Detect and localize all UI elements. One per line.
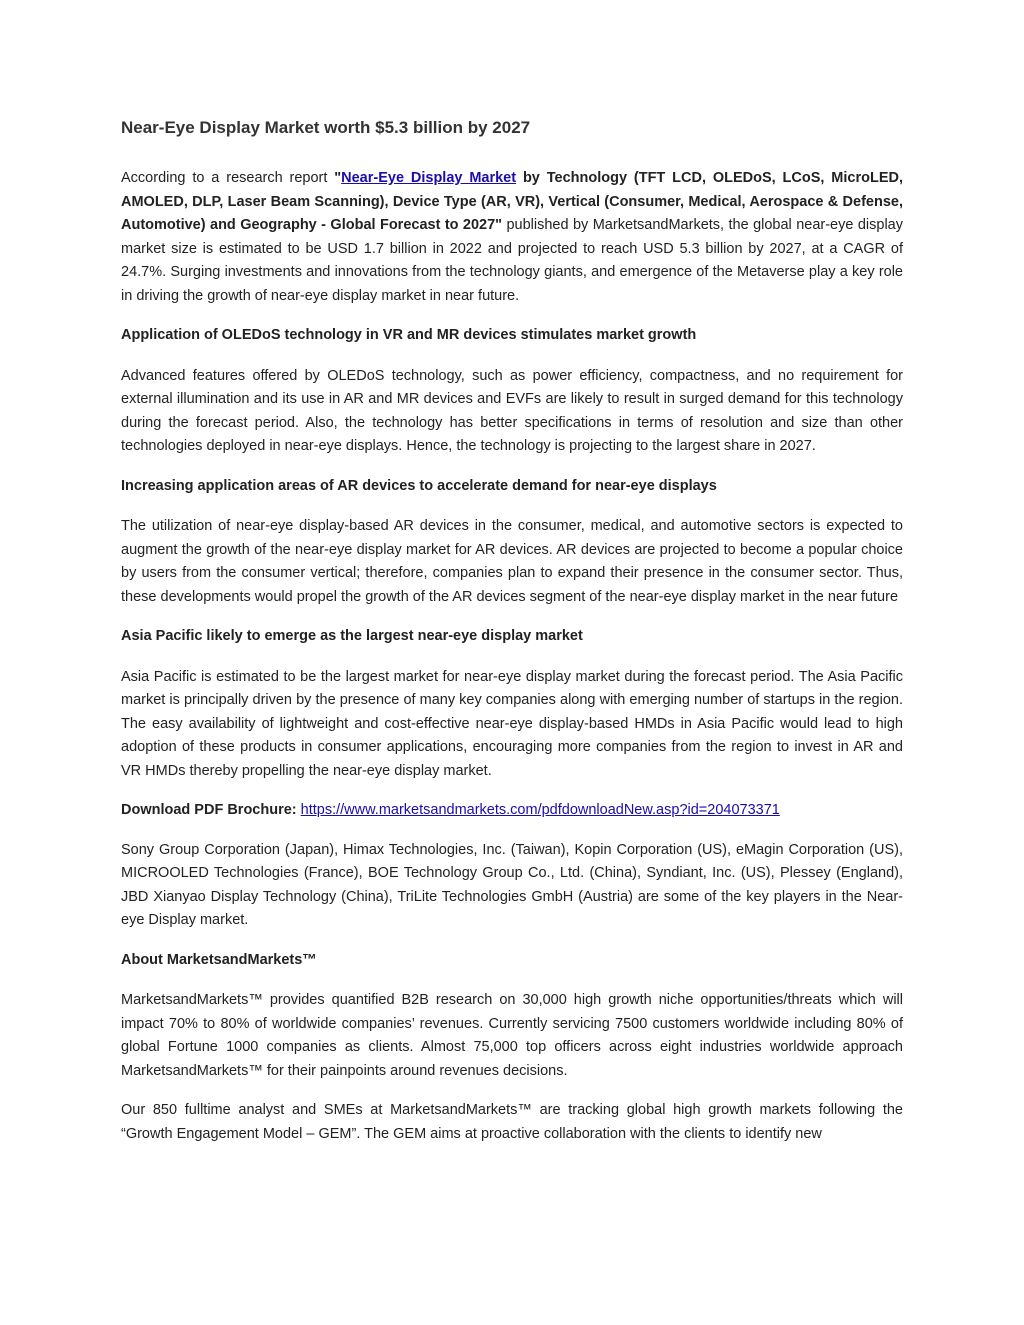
download-label: Download PDF Brochure: <box>121 802 297 818</box>
section-body-oledos: Advanced features offered by OLEDoS technology, such as power efficiency, compactness, and no requirement for external illumination and its use in AR and MR devices and EVFs are likely to result in surged demand for this technology during the forecast period. Also, the technology has better specifications in terms of resolution and size than other technologies deployed in near-eye displays. Hence, the technology is projecting to the largest share in 2027. <box>121 367 903 454</box>
key-players-paragraph: Sony Group Corporation (Japan), Himax Technologies, Inc. (Taiwan), Kopin Corporation (US), eMagin Corporation (US), MICROOLED Technologies (France), BOE Technology Group Co., Ltd. (China), Syndiant, Inc. (US), Plessey (England), JBD Xianyao Display Technology (China), TriLite Technologies GmbH (Austria) are some of the key players in the Near-eye Display market. <box>121 841 903 928</box>
intro-rest: published by MarketsandMarkets, the global near-eye display market size is estimated to be USD 1.7 billion in 2022 and projected to reach USD 5.3 billion by 2027, at a CAGR of 24.7%. Surging investments and innovations from the technology giants, and emergence of the Metaverse play a key role in driving the growth of near-eye display market in near future. <box>121 217 903 304</box>
download-link[interactable]: https://www.marketsandmarkets.com/pdfdownloadNew.asp?id=204073371 <box>300 802 780 818</box>
page-title: Near-Eye Display Market worth $5.3 billion by 2027 <box>121 118 531 137</box>
report-link[interactable]: Near-Eye Display Market <box>341 170 517 186</box>
section-heading-ar-devices: Increasing application areas of AR devices to accelerate demand for near-eye displays <box>121 477 717 494</box>
quote-open: " <box>334 170 342 186</box>
section-heading-asia-pacific: Asia Pacific likely to emerge as the largest near-eye display market <box>121 628 583 644</box>
intro-paragraph <box>121 167 903 308</box>
report-title: by Technology (TFT LCD, OLEDoS, LCoS, MicroLED, AMOLED, DLP, Laser Beam Scanning), Device Type (AR, VR), Vertical (Consumer, Medical, Aerospace & Defense, Automotive) and Geography - Global Forecast to 2027" <box>121 170 904 233</box>
section-heading-oledos: Application of OLEDoS technology in VR and MR devices stimulates market growth <box>121 327 697 343</box>
download-line <box>121 799 903 823</box>
intro-lead: According to a research report <box>121 170 335 186</box>
section-body-ar-devices: The utilization of near-eye display-based AR devices in the consumer, medical, and automotive sectors is expected to augment the growth of the near-eye display market for AR devices. AR devices are projected to become a popular choice by users from the consumer vertical; therefore, companies plan to expand their presence in the consumer sector. Thus, these developments would propel the growth of the AR devices segment of the near-eye display market in the near future <box>121 518 903 605</box>
about-body-2: Our 850 fulltime analyst and SMEs at MarketsandMarkets™ are tracking global high growth markets following the “Growth Engagement Model – GEM”. The GEM aims at proactive collaboration with the clients to identify new <box>121 1102 903 1142</box>
section-body-asia-pacific: Asia Pacific is estimated to be the largest market for near-eye display market during the forecast period. The Asia Pacific market is principally driven by the presence of many key companies along with emerging number of startups in the region. The easy availability of lightweight and cost-effective near-eye display-based HMDs in Asia Pacific would lead to high adoption of these products in consumer applications, encouraging more companies from the region to invest in AR and VR HMDs thereby propelling the near-eye display market. <box>121 668 903 779</box>
about-body-1: MarketsandMarkets™ provides quantified B2B research on 30,000 high growth niche opportunities/threats which will impact 70% to 80% of worldwide companies’ revenues. Currently servicing 7500 customers worldwide including 80% of global Fortune 1000 companies as clients. Almost 75,000 top officers across eight industries worldwide approach MarketsandMarkets™ for their painpoints around revenues decisions. <box>121 992 903 1079</box>
document-page <box>121 116 903 1162</box>
about-heading: About MarketsandMarkets™ <box>121 951 317 968</box>
